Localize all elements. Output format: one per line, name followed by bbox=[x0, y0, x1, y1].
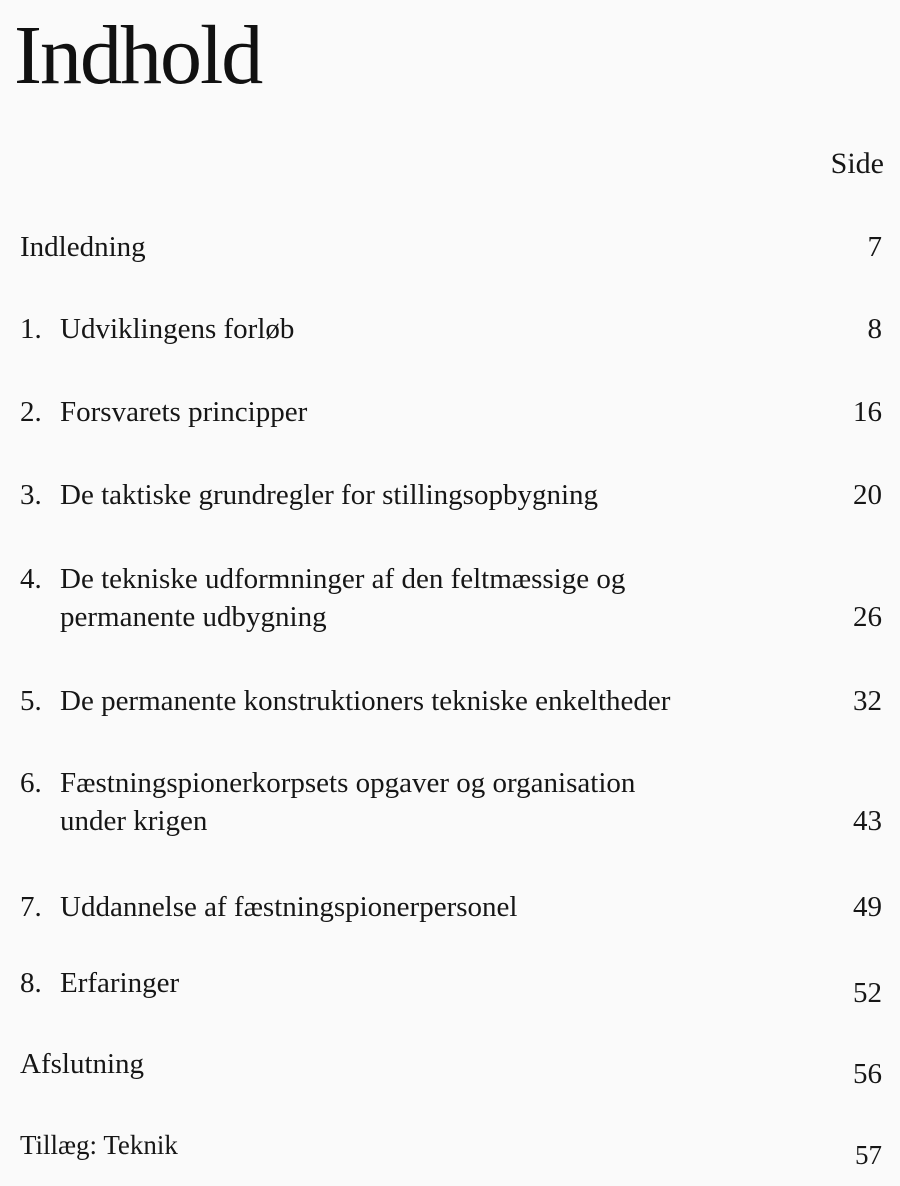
toc-entry-number: 6. bbox=[20, 767, 42, 799]
page-column-label: Side bbox=[830, 147, 884, 180]
toc-entry-page: 57 bbox=[855, 1140, 882, 1170]
toc-entry-title-continuation: under krigen bbox=[60, 805, 208, 837]
toc-entry-title: De taktiske grundregler for stillingsopbygning bbox=[60, 479, 599, 511]
toc-entry-5 bbox=[20, 682, 882, 720]
toc-entry-title-continuation: permanente udbygning bbox=[60, 601, 327, 633]
toc-entry-page: 26 bbox=[853, 601, 882, 633]
toc-entry-page: 43 bbox=[853, 805, 882, 837]
toc-entry-title: Tillæg: Teknik bbox=[20, 1130, 178, 1160]
toc-entry-page: 16 bbox=[853, 396, 882, 428]
toc-entry-title: Uddannelse af fæstningspionerpersonel bbox=[60, 891, 518, 923]
toc-entry-page: 20 bbox=[853, 479, 882, 511]
toc-entry-6 bbox=[20, 764, 882, 840]
toc-entry-4 bbox=[20, 560, 882, 636]
toc-entry-2 bbox=[20, 393, 882, 431]
toc-entry-page: 52 bbox=[853, 977, 882, 1009]
page-title: Indhold bbox=[14, 9, 262, 102]
toc-entry-7 bbox=[20, 888, 882, 926]
toc-entry-title: Afslutning bbox=[20, 1048, 145, 1080]
toc-entry-1 bbox=[20, 310, 882, 348]
toc-entry-number: 7. bbox=[20, 891, 42, 923]
toc-entry-appendix bbox=[20, 1126, 882, 1170]
toc-entry-title: Fæstningspionerkorpsets opgaver og organisation bbox=[60, 767, 636, 799]
toc-entry-3 bbox=[20, 476, 882, 514]
toc-entry-page: 8 bbox=[867, 313, 882, 345]
toc-entry-title: De tekniske udformninger af den feltmæssige og bbox=[60, 563, 626, 595]
toc-entry-page: 49 bbox=[853, 891, 882, 923]
toc-entry-number: 5. bbox=[20, 685, 42, 717]
toc-entry-number: 3. bbox=[20, 479, 42, 511]
toc-entry-title: Forsvarets principper bbox=[60, 396, 308, 428]
toc-entry-number: 2. bbox=[20, 396, 42, 428]
toc-entry-8 bbox=[20, 964, 882, 1009]
toc-entry-page: 7 bbox=[867, 231, 882, 263]
toc-entry-number: 1. bbox=[20, 313, 42, 345]
toc-entry-title: Erfaringer bbox=[60, 967, 180, 999]
toc-entry-title: De permanente konstruktioners tekniske enkeltheder bbox=[60, 685, 671, 717]
toc-entry-number: 8. bbox=[20, 967, 42, 999]
toc-entry-page: 32 bbox=[853, 685, 882, 717]
toc-entry-title: Indledning bbox=[20, 231, 146, 263]
toc-entry-conclusion bbox=[20, 1045, 882, 1090]
toc-entry-number: 4. bbox=[20, 563, 42, 595]
toc-entry-title: Udviklingens forløb bbox=[60, 313, 295, 345]
toc-entry-page: 56 bbox=[853, 1058, 882, 1090]
toc-entry-introduction bbox=[20, 228, 882, 266]
